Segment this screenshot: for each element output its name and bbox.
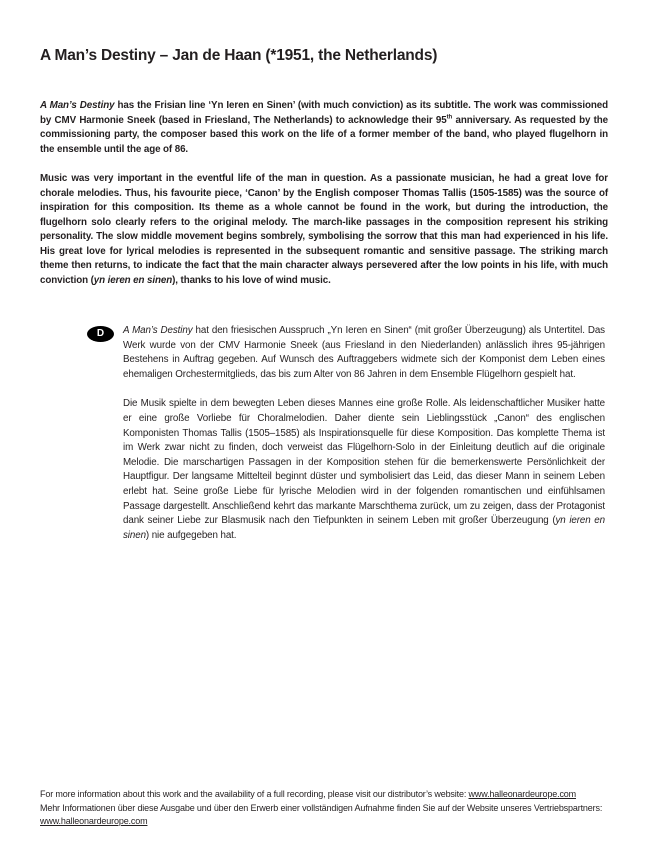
work-title-italic: A Man’s Destiny — [40, 100, 115, 111]
footer-line-german — [40, 802, 640, 816]
footer-english-text: For more information about this work and the availability of a full recording, please visit our distributor’s website: — [40, 789, 469, 799]
english-paragraph-2-text-a: Music was very important in the eventful life of the man in question. As a passionate musician, he had a great love for chorale melodies. Thus, his favourite piece, ‘Canon’ by the English composer Thomas Tallis (1505-1585) was the source of inspiration for this composition. Its theme as a whole cannot be found in the work, but during the introduction, the flugelhorn solo clearly refers to the original melody. The march-like passages in the composition represent his striking personality. The slow middle movement begins sombrely, symbolising the sorrow that this man had experienced in his life. His great love for lyrical melodies is represented in the subsequent romantic and sensitive passage. The striking march theme then returns, to indicate the fact that the main character always persevered after the low points in his life, with much conviction ( — [40, 173, 608, 286]
frisian-phrase-italic: yn ieren en sinen — [93, 274, 173, 286]
german-language-badge: D — [87, 326, 114, 342]
english-notes — [40, 99, 608, 303]
english-paragraph-1-text-a: has the Frisian line ‘Yn Ieren en Sinen’ (with much conviction) as its subtitle. The work was commissioned by CMV Harmonie Sneek (based in Friesland, The Netherlands) to acknowledge their 95 — [40, 100, 608, 126]
german-paragraph-2-text-b: ) nie aufgegeben hat. — [145, 529, 237, 541]
german-paragraph-2-text-a: Die Musik spielte in dem bewegten Leben dieses Mannes eine große Rolle. Als leidenschaftlicher Musiker hatte er eine große Vorliebe für Choralmelodien. Daher diente sein Lieblingsstück „Canon“ des englischen Komponisten Thomas Tallis (1505–1585) als Inspirationsquelle für diese Komposition. Das komplette Thema ist im Werk zwar nicht zu finden, doch verweist das Flügelhorn-Solo in der Einleitung deutlich auf die originale Melodie. Die marschartigen Passagen in der Komposition stehen für die bemerkenswerte Persönlichkeit der Hauptfigur. Der langsame Mittelteil beginnt düster und symbolisiert das Leid, das dieser Mann in seinem Leben erlebt hat. Seine große Liebe für lyrische Melodien wird in der folgenden romantischen und einfühlsamen Passage dargestellt. Anschließend kehrt das markante Marschthema zurück, um zu zeigen, dass der Protagonist dank seiner Liebe zur Blasmusik nach den Tiefpunkten in seinem Leben mit großer Überzeugung ( — [123, 398, 605, 527]
german-paragraph-1 — [123, 324, 605, 382]
distributor-link-english[interactable]: www.halleonardeurope.com — [468, 789, 576, 799]
german-notes — [123, 324, 605, 558]
page-title: A Man’s Destiny – Jan de Haan (*1951, the Netherlands) — [40, 47, 438, 64]
footer-line-english — [40, 788, 640, 802]
english-paragraph-2 — [40, 172, 608, 288]
english-paragraph-2-text-b: ), thanks to his love of wind music. — [172, 274, 331, 286]
footer-line-german-link — [40, 815, 640, 829]
german-paragraph-2 — [123, 397, 605, 543]
ordinal-suffix: th — [446, 114, 453, 121]
german-paragraph-1-text: hat den friesischen Ausspruch „Yn Ieren en Sinen“ (mit großer Überzeugung) als Untertitel. Das Werk wurde von der CMV Harmonie Sneek (aus Friesland in den Niederlanden) anlässlich ihres 95-jährigen Bestehens in Auftrag gegeben. Auf Wunsch des Auftraggebers widmete sich der Komponist dem Leben eines ehemaligen Orchestermitglieds, das bis zum Alter von 86 Jahren in dem Ensemble Flügelhorn gespielt hat. — [123, 325, 605, 380]
english-paragraph-1 — [40, 99, 608, 157]
frisian-phrase-italic: yn ieren en sinen — [123, 515, 605, 541]
distributor-link-german[interactable]: www.halleonardeurope.com — [40, 816, 148, 826]
footer — [40, 788, 640, 829]
work-title-italic: A Man’s Destiny — [123, 325, 193, 336]
english-paragraph-1-text-b: anniversary. As requested by the commissioning party, the composer based this work on the life of a former member of the band, who played flugelhorn in the ensemble until the age of 86. — [40, 114, 609, 155]
footer-german-text: Mehr Informationen über diese Ausgabe und über den Erwerb einer vollständigen Aufnahme finden Sie auf der Website unseres Vertriebspartners: — [40, 802, 603, 813]
